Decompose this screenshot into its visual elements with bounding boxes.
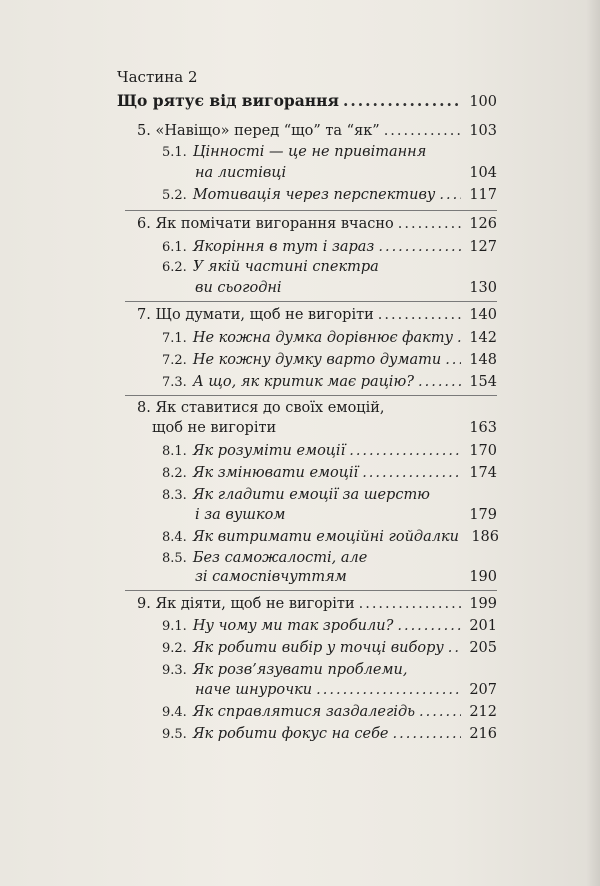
- toc-sub-6-2-line1[interactable]: [162, 256, 379, 279]
- section-divider: [125, 301, 497, 302]
- page-number: 212: [469, 704, 497, 720]
- toc-sub-8-4[interactable]: [162, 526, 497, 549]
- sub-title: Не кожна думка дорівнює факту: [192, 330, 453, 346]
- chapter-title: 8. Як ставитися до своїх емоцій,: [137, 400, 385, 416]
- dot-leader: [316, 679, 461, 701]
- dot-leader: [384, 120, 461, 142]
- toc-sub-5-1[interactable]: [195, 162, 497, 184]
- dot-leader: [349, 440, 461, 462]
- chapter-title: 7. Що думати, щоб не вигоріти: [137, 307, 374, 323]
- dot-leader: [393, 723, 461, 745]
- chapter-title: 9. Як діяти, щоб не вигоріти: [137, 596, 355, 612]
- toc-sub-9-3[interactable]: [195, 679, 497, 701]
- page-number: 148: [469, 352, 497, 368]
- toc-chapter-8[interactable]: [152, 417, 497, 439]
- toc-sub-9-2[interactable]: [162, 637, 497, 660]
- toc-sub-8-2[interactable]: [162, 462, 497, 485]
- dot-leader: [418, 371, 461, 393]
- sub-number: 8.1.: [162, 444, 187, 459]
- sub-number: 5.1.: [162, 145, 187, 160]
- page-number: 140: [469, 307, 497, 323]
- toc-chapter-6[interactable]: [137, 213, 497, 235]
- sub-title: Як витримати емоційні гойдалки: [192, 529, 459, 545]
- sub-number: 8.4.: [162, 530, 187, 545]
- part-label: Частина 2: [117, 68, 198, 86]
- page-number: 174: [469, 465, 497, 481]
- dot-leader: [397, 615, 461, 637]
- page-number: 186: [471, 529, 499, 545]
- sub-title: У якій частині спектра: [192, 259, 379, 275]
- sub-number: 8.2.: [162, 466, 187, 481]
- toc-sub-6-2[interactable]: [195, 277, 497, 299]
- sub-title: Як робити фокус на себе: [192, 726, 389, 742]
- section-divider: [125, 395, 497, 396]
- page-number: 104: [469, 165, 497, 181]
- part-title-row[interactable]: [117, 90, 497, 113]
- page-number: 103: [469, 123, 497, 139]
- toc-sub-5-2[interactable]: [162, 184, 497, 207]
- toc-chapter-7[interactable]: [137, 304, 497, 326]
- page-number: 126: [469, 216, 497, 232]
- sub-title: Мотивація через перспективу: [192, 187, 436, 203]
- page-number: 201: [469, 618, 497, 634]
- page-number: 170: [469, 443, 497, 459]
- section-divider: [125, 590, 497, 591]
- toc-sub-7-2[interactable]: [162, 349, 497, 372]
- sub-title: Як справлятися заздалегідь: [192, 704, 416, 720]
- toc-sub-9-4[interactable]: [162, 701, 497, 724]
- sub-title: Як розуміти емоції: [192, 443, 346, 459]
- sub-number: 8.5.: [162, 551, 187, 566]
- sub-number: 9.4.: [162, 705, 187, 720]
- toc-chapter-5[interactable]: [137, 120, 497, 142]
- sub-title: Як робити вибір у точці вибору: [192, 640, 444, 656]
- section-divider: [125, 210, 497, 211]
- sub-number: 9.5.: [162, 727, 187, 742]
- page-number: 199: [469, 596, 497, 612]
- sub-title: Як змінювати емоції: [192, 465, 359, 481]
- toc-sub-8-3[interactable]: [195, 504, 497, 526]
- sub-number: 9.2.: [162, 641, 187, 656]
- sub-title-cont: зі самоспівчуттям: [195, 569, 347, 585]
- page-number: 205: [469, 640, 497, 656]
- page-number: 130: [469, 280, 497, 296]
- sub-number: 6.2.: [162, 260, 187, 275]
- page-number: 127: [469, 239, 497, 255]
- page-number: 100: [469, 94, 497, 110]
- page-number: 190: [469, 569, 497, 585]
- sub-number: 7.3.: [162, 375, 187, 390]
- toc-sub-8-1[interactable]: [162, 440, 497, 463]
- page-number: 163: [469, 420, 497, 436]
- dot-leader: [439, 184, 461, 206]
- sub-title: Ну чому ми так зробили?: [192, 618, 394, 634]
- sub-title-cont: наче шнурочки: [195, 682, 313, 698]
- dot-leader: [359, 593, 461, 615]
- dot-leader: [419, 701, 461, 723]
- sub-title-cont: на листівці: [195, 165, 287, 181]
- dot-leader: [457, 327, 461, 349]
- sub-title: А що, як критик має рацію?: [192, 374, 414, 390]
- dot-leader: [448, 637, 461, 659]
- sub-title: Не кожну думку варто думати: [192, 352, 442, 368]
- sub-title: Якоріння в тут і зараз: [192, 239, 375, 255]
- sub-number: 8.3.: [162, 488, 187, 503]
- sub-number: 7.2.: [162, 353, 187, 368]
- toc-chapter-8-line1[interactable]: [137, 397, 385, 419]
- dot-leader: [362, 462, 461, 484]
- dot-leader: [378, 304, 461, 326]
- chapter-title-cont: щоб не вигоріти: [152, 420, 277, 436]
- toc-sub-7-1[interactable]: [162, 327, 497, 350]
- page-number: 142: [469, 330, 497, 346]
- dot-leader: [398, 213, 461, 235]
- page-number: 179: [469, 507, 497, 523]
- sub-number: 5.2.: [162, 188, 187, 203]
- chapter-title: 6. Як помічати вигорання вчасно: [137, 216, 394, 232]
- dot-leader: [445, 349, 461, 371]
- sub-title-cont: ви сьогодні: [195, 280, 282, 296]
- part-title: Що рятує від вигорання: [117, 91, 339, 110]
- sub-title: Як гладити емоції за шерстю: [192, 487, 430, 503]
- sub-title-cont: і за вушком: [195, 507, 286, 523]
- toc-sub-8-5[interactable]: [195, 566, 497, 588]
- page-gutter-shadow: [586, 0, 600, 886]
- sub-number: 9.1.: [162, 619, 187, 634]
- page-number: 154: [469, 374, 497, 390]
- toc-sub-5-1-line1[interactable]: [162, 141, 426, 164]
- sub-number: 7.1.: [162, 331, 187, 346]
- dot-leader: [343, 90, 461, 112]
- sub-title: Цінності — це не привітання: [192, 144, 427, 160]
- sub-number: 9.3.: [162, 663, 187, 678]
- toc-sub-9-5[interactable]: [162, 723, 497, 746]
- sub-number: 6.1.: [162, 240, 187, 255]
- sub-title: Без саможалості, але: [192, 550, 368, 566]
- page-number: 207: [469, 682, 497, 698]
- page-number: 216: [469, 726, 497, 742]
- toc-chapter-9[interactable]: [137, 593, 497, 615]
- toc-sub-9-1[interactable]: [162, 615, 497, 638]
- chapter-title: 5. «Навіщо» перед “що” та “як”: [137, 123, 380, 139]
- sub-title: Як розв’язувати проблеми,: [192, 662, 408, 678]
- toc-sub-7-3[interactable]: [162, 371, 497, 394]
- dot-leader: [378, 236, 461, 258]
- page-number: 117: [469, 187, 497, 203]
